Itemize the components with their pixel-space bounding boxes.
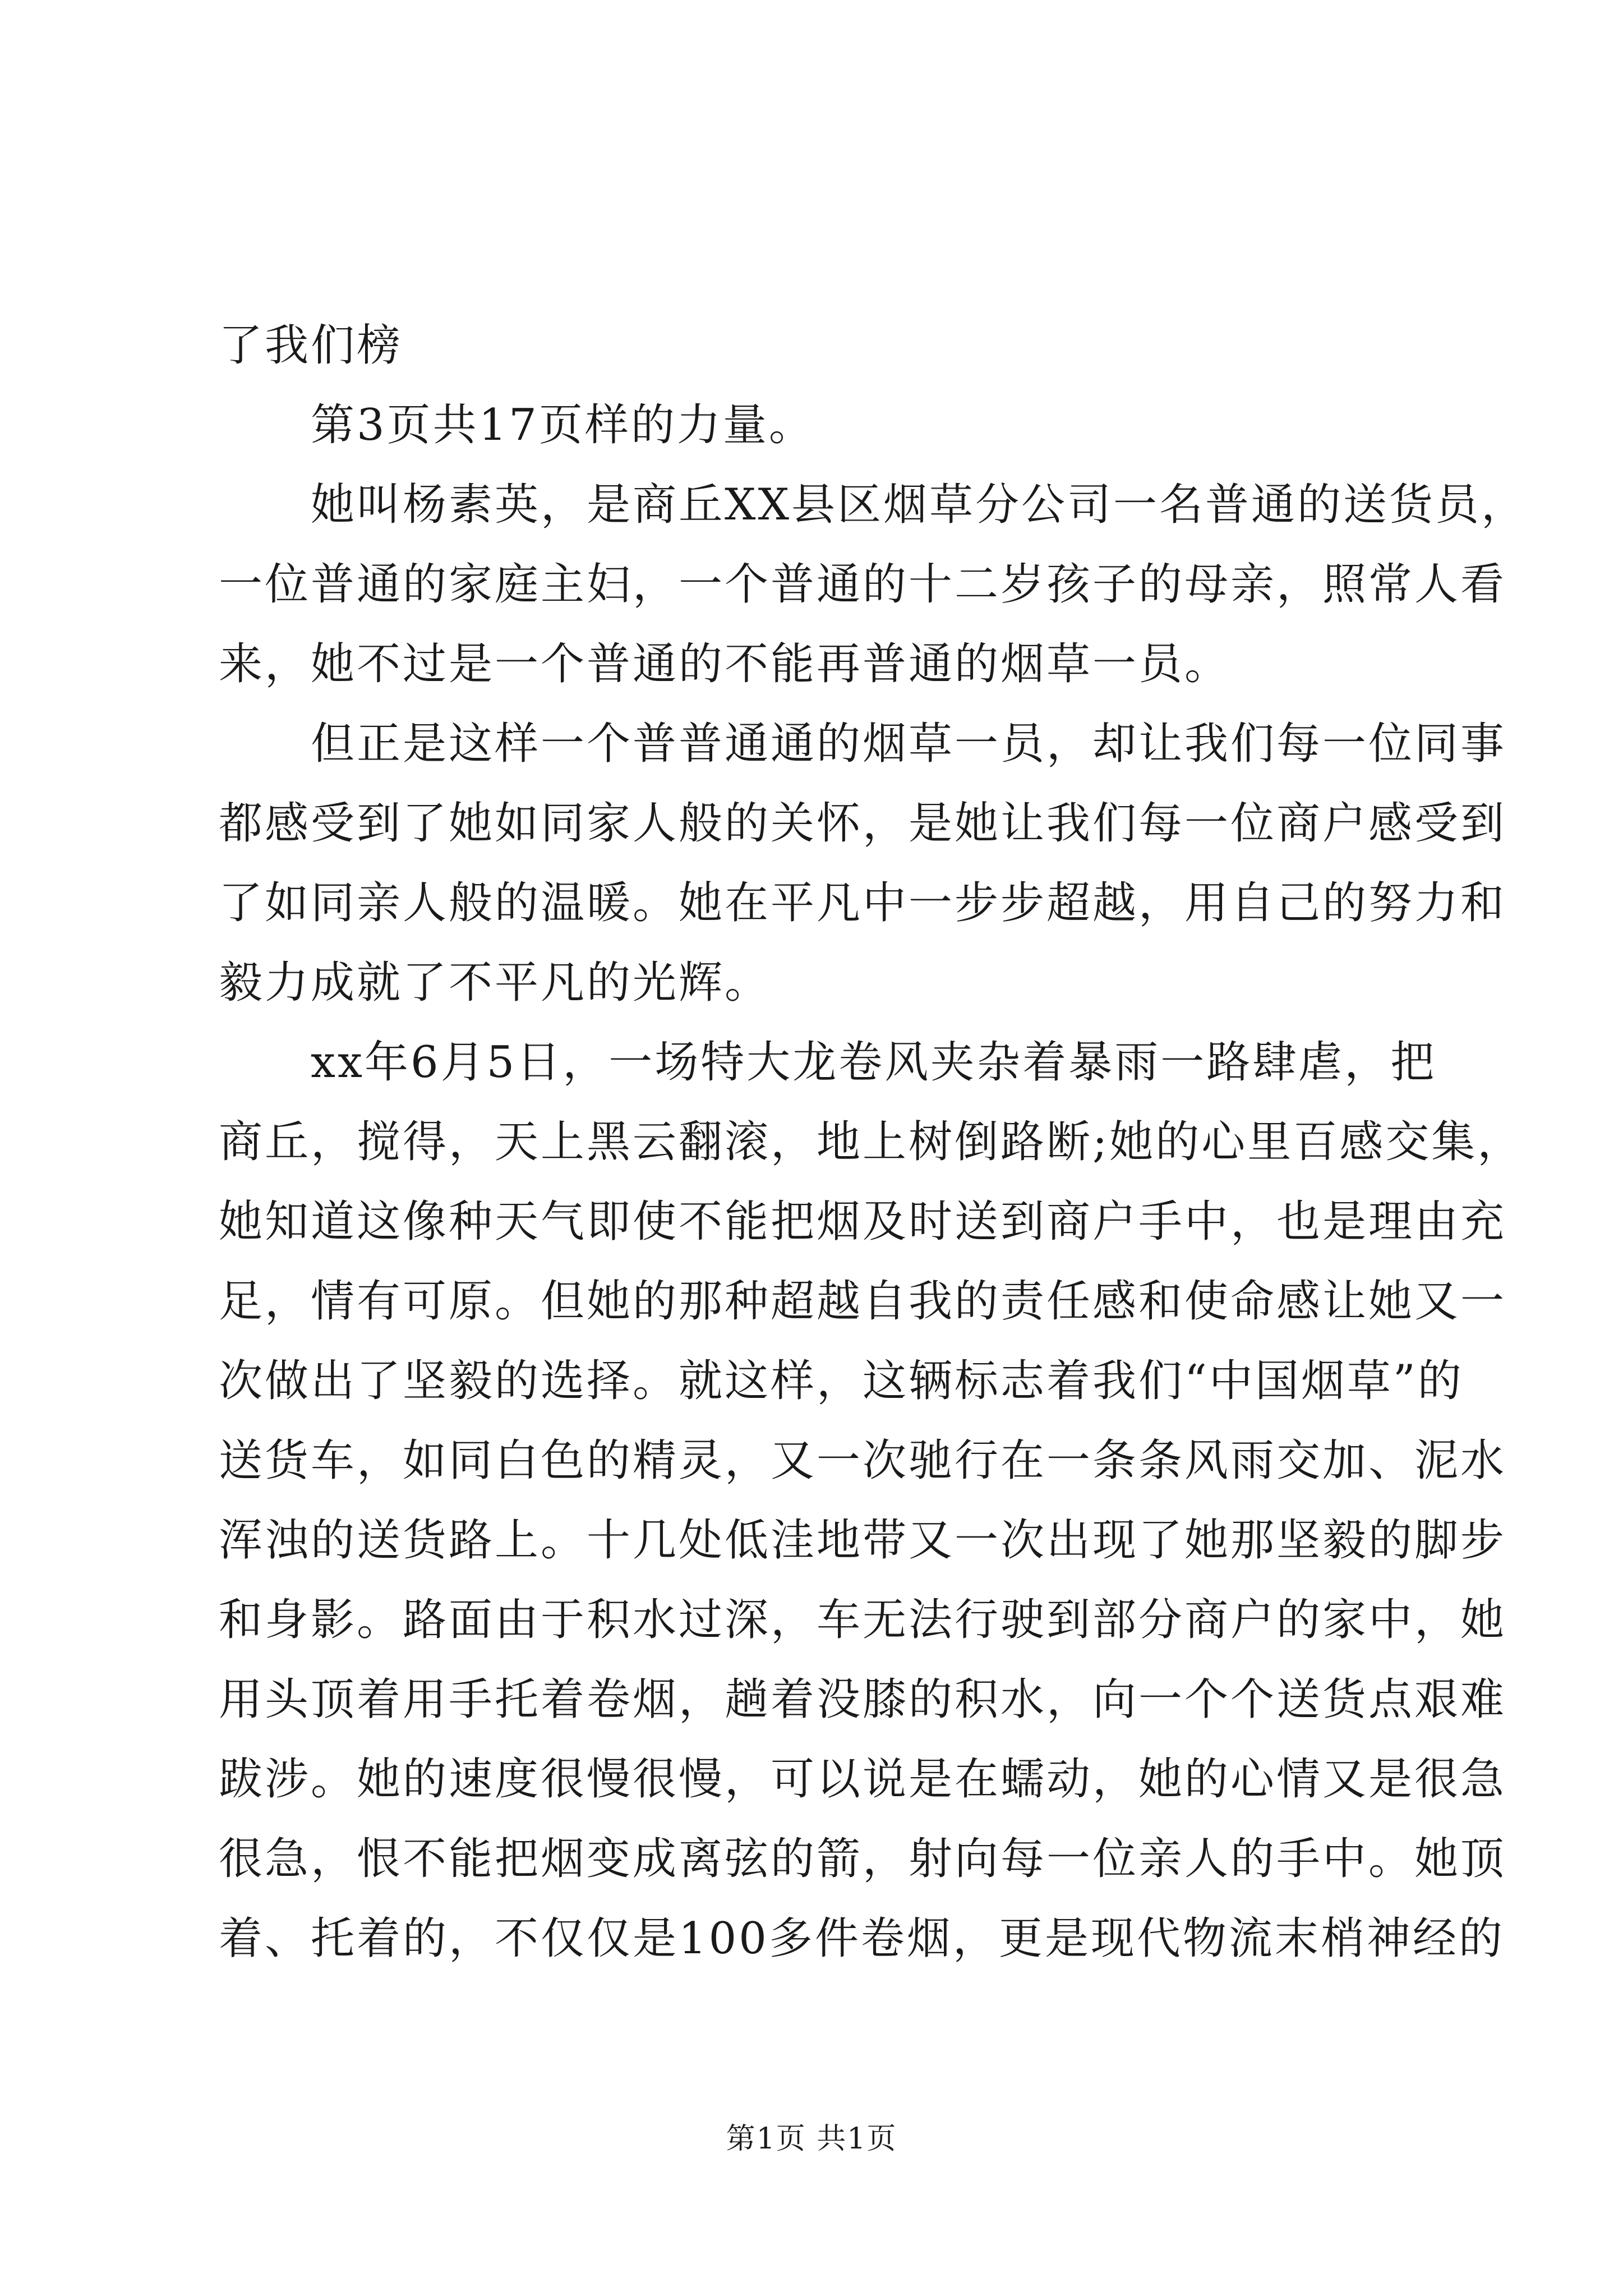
paragraph-2 xyxy=(219,385,1408,465)
text-line: 商丘，搅得，天上黑云翻滚，地上树倒路断;她的心里百感交集， xyxy=(219,1117,1524,1167)
text-line: 来，她不过是一个普通的不能再普通的烟草一员。 xyxy=(219,639,1231,689)
text-line: 很急，恨不能把烟变成离弦的箭，射向每一位亲人的手中。她顶 xyxy=(219,1834,1507,1884)
text-line: 第3页共17页样的力量。 xyxy=(311,400,815,450)
text-line: 都感受到了她如同家人般的关怀，是她让我们每一位商户感受到 xyxy=(219,798,1507,849)
text-line: 次做出了坚毅的选择。就这样，这辆标志着我们“中国烟草”的 xyxy=(219,1356,1464,1406)
text-line: 了如同亲人般的温暖。她在平凡中一步步超越，用自己的努力和 xyxy=(219,878,1507,928)
text-line: xx年6月5日，一场特大龙卷风夹杂着暴雨一路肆虐，把 xyxy=(311,1037,1437,1088)
text-line: 用头顶着用手托着卷烟，趟着没膝的积水，向一个个送货点艰难 xyxy=(219,1674,1507,1725)
text-line: 跋涉。她的速度很慢很慢，可以说是在蠕动，她的心情又是很急 xyxy=(219,1754,1507,1805)
text-line: 浑浊的送货路上。十几处低洼地带又一次出现了她那坚毅的脚步 xyxy=(219,1515,1507,1566)
text-line: 一位普通的家庭主妇，一个普通的十二岁孩子的母亲，照常人看 xyxy=(219,559,1507,610)
text-line: 和身影。路面由于积水过深，车无法行驶到部分商户的家中，她 xyxy=(219,1595,1507,1645)
text-line: 足，情有可原。但她的那种超越自我的责任感和使命感让她又一 xyxy=(219,1276,1507,1327)
text-line: 送货车，如同白色的精灵，又一次驰行在一条条风雨交加、泥水 xyxy=(219,1435,1507,1486)
page-number-label: 第1页 共1页 xyxy=(726,2122,897,2156)
text-line: 着、托着的，不仅仅是100多件卷烟，更是现代物流末梢神经的 xyxy=(219,1913,1505,1964)
text-line: 毅力成就了不平凡的光辉。 xyxy=(219,958,771,1008)
text-line: 她叫杨素英，是商丘XX县区烟草分公司一名普通的送货员， xyxy=(311,480,1528,530)
paragraph-1 xyxy=(219,306,1408,385)
paragraph-4 xyxy=(219,704,1507,1023)
page-footer xyxy=(0,2115,1623,2157)
text-line: 了我们榜 xyxy=(219,320,403,371)
text-line: 她知道这像种天气即使不能把烟及时送到商户手中，也是理由充 xyxy=(219,1197,1507,1247)
paragraph-3 xyxy=(219,465,1528,704)
text-line: 但正是这样一个普普通通的烟草一员，却让我们每一位同事 xyxy=(311,719,1507,769)
document-body xyxy=(219,306,1528,1978)
paragraph-5 xyxy=(219,1023,1524,1978)
